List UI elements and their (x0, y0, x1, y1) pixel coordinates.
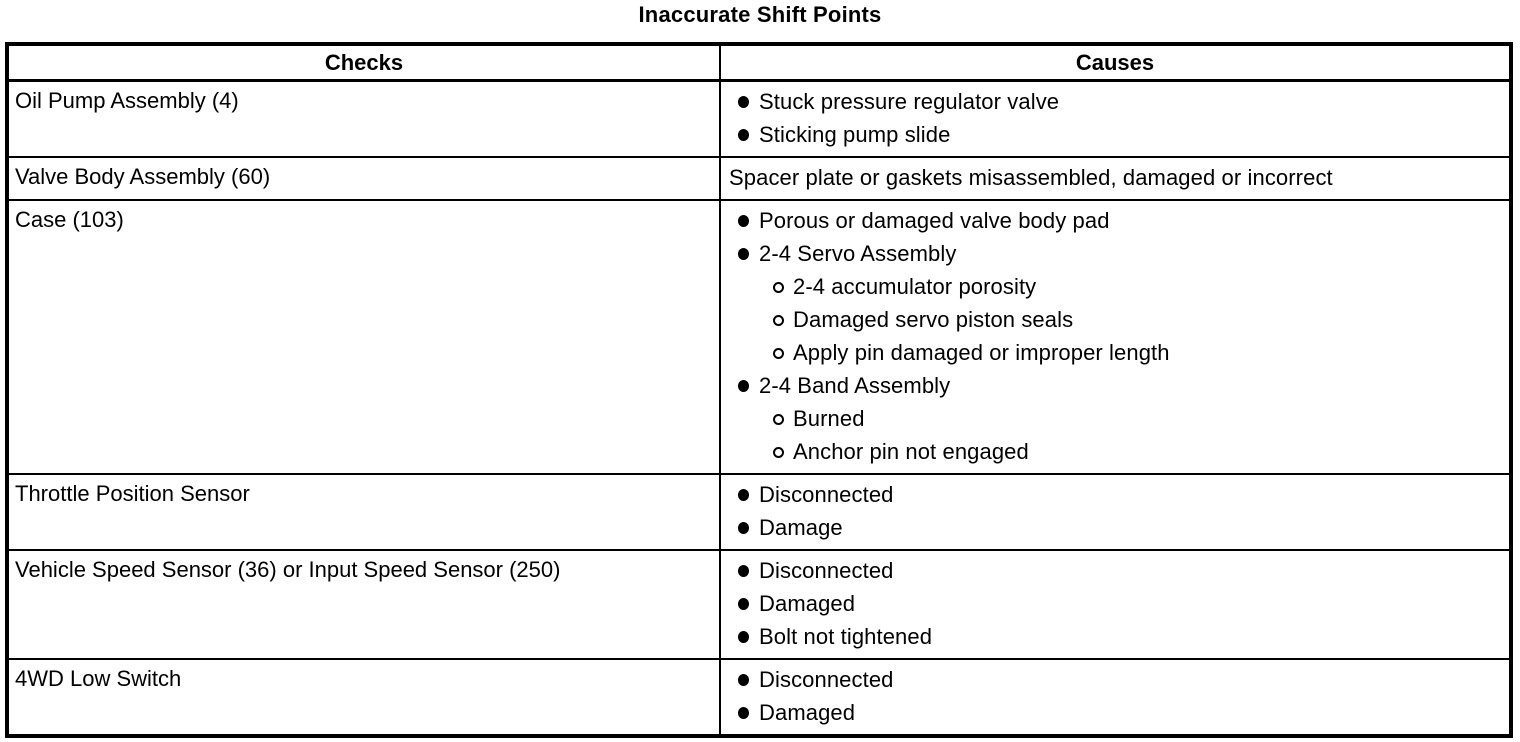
open-bullet-icon (773, 282, 784, 293)
cause-text: Disconnected (759, 558, 894, 583)
filled-bullet-icon (738, 631, 749, 643)
cause-text: Apply pin damaged or improper length (793, 340, 1170, 365)
cause-text: Burned (793, 406, 865, 431)
cause-text: Anchor pin not engaged (793, 439, 1029, 464)
cause-item (721, 161, 1503, 194)
filled-bullet-icon (738, 96, 749, 108)
cause-item (721, 85, 1503, 118)
check-cell: Oil Pump Assembly (4) (9, 82, 721, 156)
table-header-row (9, 46, 1509, 82)
cause-text: Disconnected (759, 482, 894, 507)
cause-text: Porous or damaged valve body pad (759, 208, 1110, 233)
filled-bullet-icon (738, 598, 749, 610)
table-row (9, 201, 1509, 475)
check-cell: Throttle Position Sensor (9, 475, 721, 549)
cause-item (721, 237, 1503, 270)
cause-text: Damaged (759, 700, 856, 725)
causes-cell (721, 82, 1509, 156)
cause-item (721, 696, 1503, 729)
open-bullet-icon (773, 447, 784, 458)
cause-text: Stuck pressure regulator valve (759, 89, 1060, 114)
cause-item (721, 554, 1503, 587)
cause-text: Damaged (759, 591, 856, 616)
filled-bullet-icon (738, 565, 749, 577)
cause-item (721, 303, 1503, 336)
table-row (9, 660, 1509, 734)
filled-bullet-icon (738, 215, 749, 227)
cause-item (721, 369, 1503, 402)
table-row (9, 158, 1509, 201)
table-row (9, 551, 1509, 660)
cause-item (721, 336, 1503, 369)
cause-item (721, 620, 1503, 653)
check-cell: Vehicle Speed Sensor (36) or Input Speed Sensor (250) (9, 551, 721, 658)
cause-text: 2-4 accumulator porosity (793, 274, 1037, 299)
check-cell: Case (103) (9, 201, 721, 473)
causes-cell (721, 551, 1509, 658)
page-title: Inaccurate Shift Points (638, 2, 882, 27)
filled-bullet-icon (738, 129, 749, 141)
cause-text: Disconnected (759, 667, 894, 692)
causes-cell (721, 201, 1509, 473)
cause-item (721, 663, 1503, 696)
open-bullet-icon (773, 414, 784, 425)
cause-item (721, 478, 1503, 511)
cause-item (721, 587, 1503, 620)
cause-item (721, 511, 1503, 544)
filled-bullet-icon (738, 489, 749, 501)
check-cell: 4WD Low Switch (9, 660, 721, 734)
table-row (9, 82, 1509, 158)
cause-item (721, 270, 1503, 303)
filled-bullet-icon (738, 522, 749, 534)
cause-text: Bolt not tightened (759, 624, 933, 649)
column-header-checks: Checks (9, 46, 721, 79)
cause-item (721, 435, 1503, 468)
table-row (9, 475, 1509, 551)
cause-text: Damage (759, 515, 843, 540)
open-bullet-icon (773, 315, 784, 326)
cause-text: Spacer plate or gaskets misassembled, damaged or incorrect (729, 165, 1333, 190)
cause-item (721, 402, 1503, 435)
open-bullet-icon (773, 348, 784, 359)
cause-text: 2-4 Servo Assembly (759, 241, 957, 266)
column-header-causes: Causes (1075, 50, 1155, 75)
causes-cell (721, 660, 1509, 734)
filled-bullet-icon (738, 707, 749, 719)
causes-cell (721, 475, 1509, 549)
causes-cell (721, 158, 1509, 199)
filled-bullet-icon (738, 674, 749, 686)
filled-bullet-icon (738, 248, 749, 260)
check-cell: Valve Body Assembly (60) (9, 158, 721, 199)
cause-item (721, 204, 1503, 237)
cause-text: Damaged servo piston seals (793, 307, 1074, 332)
filled-bullet-icon (738, 380, 749, 392)
cause-text: Sticking pump slide (759, 122, 951, 147)
cause-item (721, 118, 1503, 151)
diagnosis-table (5, 42, 1513, 738)
cause-text: 2-4 Band Assembly (759, 373, 951, 398)
